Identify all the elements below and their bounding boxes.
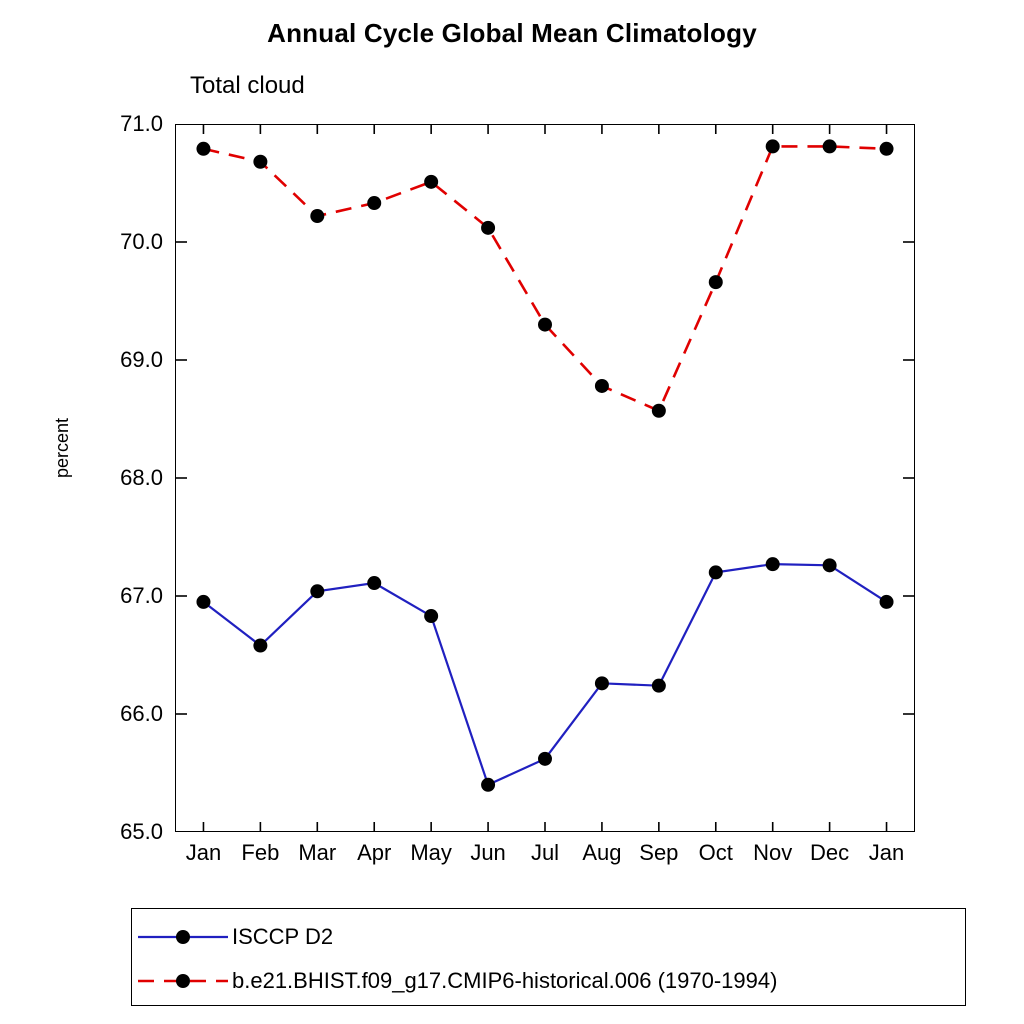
legend-symbol bbox=[132, 959, 232, 1003]
series-line-1 bbox=[203, 146, 886, 410]
x-tick-label: Dec bbox=[810, 840, 850, 865]
legend-label: ISCCP D2 bbox=[232, 924, 334, 949]
page-title: Annual Cycle Global Mean Climatology bbox=[267, 18, 757, 48]
data-point-marker bbox=[196, 142, 210, 156]
y-axis-tick-labels bbox=[0, 111, 163, 844]
data-point-marker bbox=[880, 595, 894, 609]
x-tick-label: Oct bbox=[698, 840, 733, 865]
data-point-marker bbox=[652, 679, 666, 693]
legend bbox=[131, 908, 966, 1006]
y-tick-label: 67.0 bbox=[120, 583, 163, 608]
y-axis-label: percent bbox=[52, 417, 72, 478]
data-point-marker bbox=[595, 676, 609, 690]
legend-symbol bbox=[132, 915, 232, 959]
x-tick-label: Feb bbox=[241, 840, 280, 865]
legend-item bbox=[132, 915, 967, 959]
x-tick-label: Jan bbox=[185, 840, 222, 865]
data-point-marker bbox=[367, 196, 381, 210]
y-tick-label: 69.0 bbox=[120, 347, 163, 372]
legend-item bbox=[132, 959, 967, 1003]
x-tick-label: Sep bbox=[639, 840, 679, 865]
x-axis-tick-labels bbox=[175, 840, 915, 870]
y-tick-label: 68.0 bbox=[120, 465, 163, 490]
data-point-marker bbox=[538, 318, 552, 332]
data-point-marker bbox=[709, 275, 723, 289]
data-point-marker bbox=[367, 576, 381, 590]
data-point-marker bbox=[823, 558, 837, 572]
x-tick-label: Jan bbox=[868, 840, 905, 865]
x-tick-label: Jun bbox=[470, 840, 506, 865]
data-point-marker bbox=[481, 778, 495, 792]
data-point-marker bbox=[481, 221, 495, 235]
data-point-marker bbox=[424, 609, 438, 623]
x-tick-label: Mar bbox=[298, 840, 337, 865]
data-point-marker bbox=[823, 139, 837, 153]
data-point-marker bbox=[595, 379, 609, 393]
data-point-marker bbox=[766, 557, 780, 571]
data-point-marker bbox=[253, 155, 267, 169]
data-point-marker bbox=[310, 584, 324, 598]
x-tick-label: May bbox=[410, 840, 452, 865]
chart-subtitle: Total cloud bbox=[190, 72, 305, 99]
plot-svg bbox=[175, 124, 915, 832]
data-point-marker bbox=[709, 565, 723, 579]
x-tick-label: Nov bbox=[753, 840, 793, 865]
plot-area bbox=[175, 124, 915, 832]
x-tick-label: Aug bbox=[582, 840, 622, 865]
data-point-marker bbox=[880, 142, 894, 156]
y-tick-label: 70.0 bbox=[120, 229, 163, 254]
data-point-marker bbox=[196, 595, 210, 609]
series-line-0 bbox=[203, 564, 886, 785]
y-tick-label: 71.0 bbox=[120, 111, 163, 136]
x-tick-label: Apr bbox=[357, 840, 392, 865]
y-tick-label: 65.0 bbox=[120, 819, 163, 844]
data-point-marker bbox=[766, 139, 780, 153]
x-tick-label: Jul bbox=[530, 840, 560, 865]
data-point-marker bbox=[538, 752, 552, 766]
legend-label: b.e21.BHIST.f09_g17.CMIP6-historical.006 (1970-1994) bbox=[232, 968, 778, 993]
data-point-marker bbox=[253, 639, 267, 653]
data-point-marker bbox=[424, 175, 438, 189]
data-point-marker bbox=[652, 404, 666, 418]
data-point-marker bbox=[310, 209, 324, 223]
y-tick-label: 66.0 bbox=[120, 701, 163, 726]
